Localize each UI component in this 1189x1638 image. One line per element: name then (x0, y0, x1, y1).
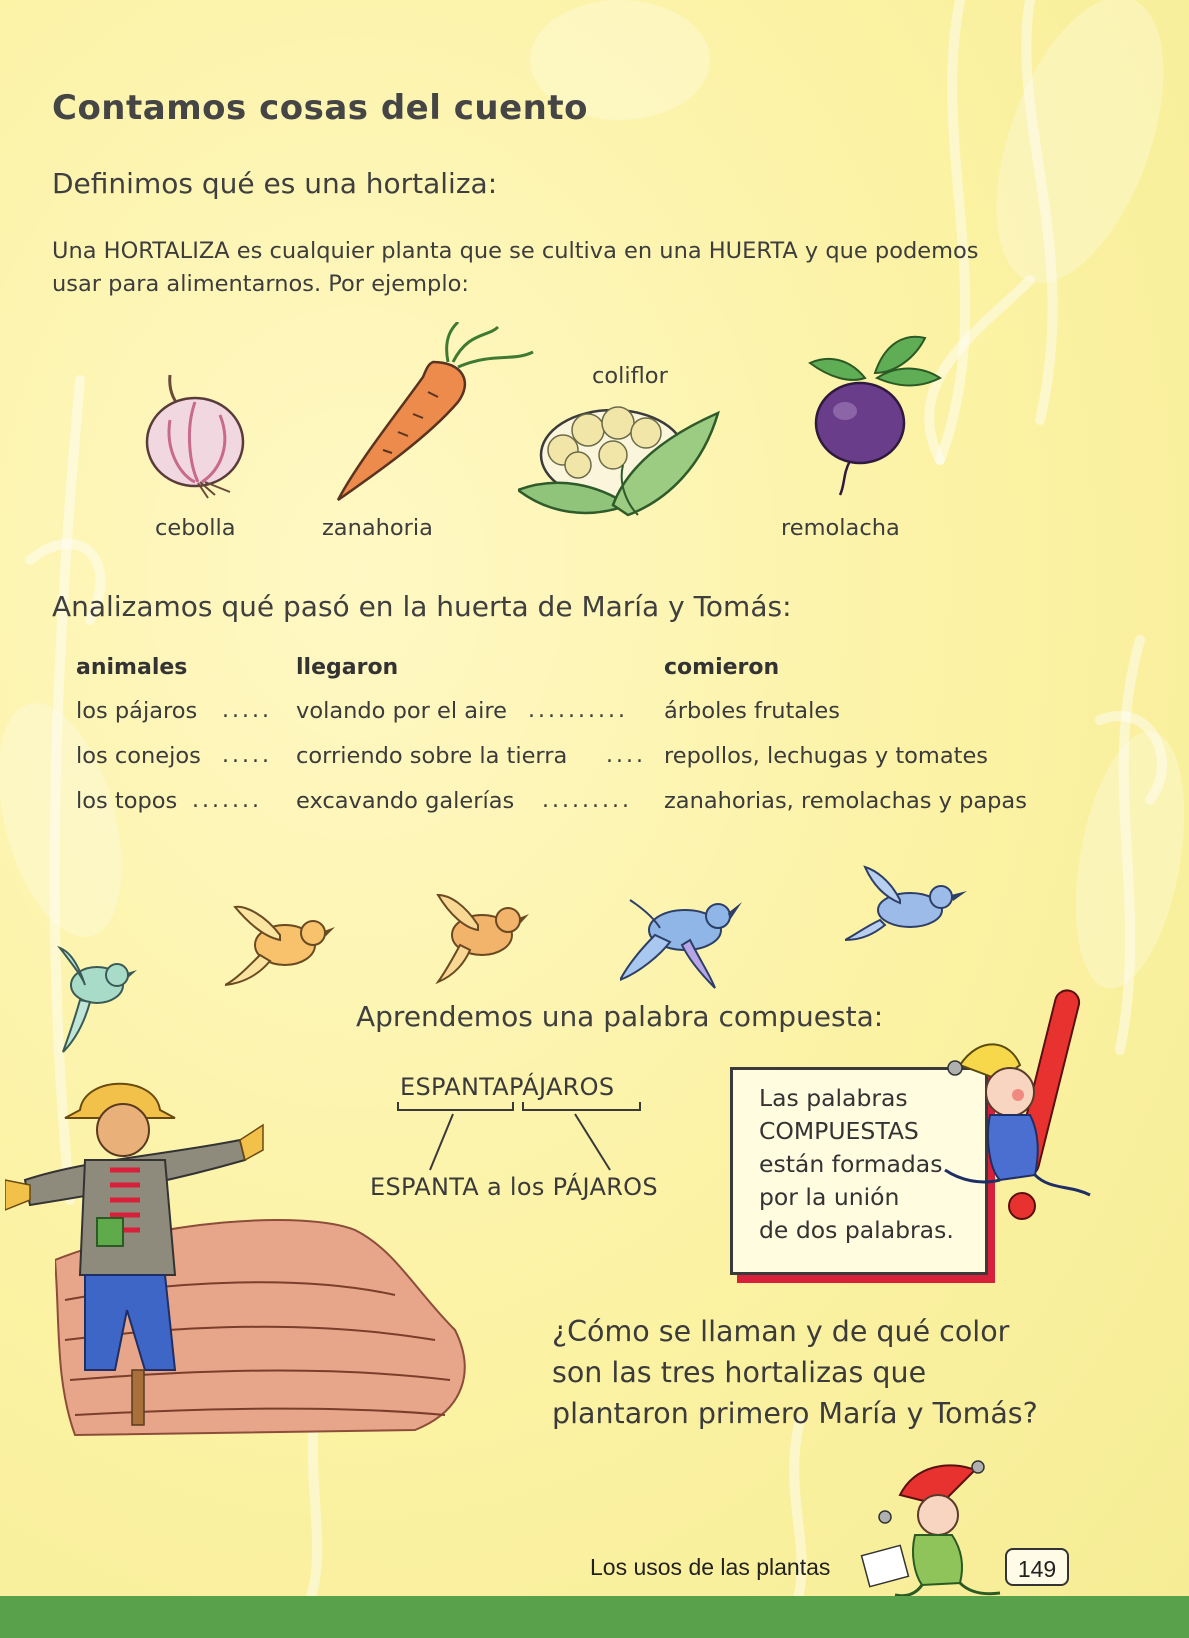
carrot-icon (328, 322, 538, 502)
cauliflower-icon (518, 405, 728, 530)
row-ate: zanahorias, remolachas y papas (664, 788, 1027, 814)
row-arrived: corriendo sobre la tierra (296, 743, 568, 769)
note-line: están formadas (759, 1150, 943, 1178)
vegetable-label-cauliflower: coliflor (592, 363, 668, 389)
definition-line-2: usar para alimentarnos. Por ejemplo: (52, 271, 469, 297)
gnome-with-paper-icon (860, 1455, 1005, 1605)
compound-bracket-lines (395, 1102, 655, 1182)
vegetable-label-beet: remolacha (781, 515, 900, 541)
onion-icon (140, 370, 250, 500)
question-line: son las tres hortalizas que (552, 1356, 927, 1389)
row-animal: los pájaros (76, 698, 198, 724)
bird-icon (225, 895, 340, 990)
column-header-animals: animales (76, 655, 188, 680)
definition-heading: Definimos qué es una hortaliza: (52, 167, 498, 200)
row-animal: los topos (76, 788, 178, 814)
beet-icon (805, 333, 945, 498)
row-leader-dots: ......... (542, 788, 632, 813)
row-animal: los conejos (76, 743, 201, 769)
section-name: Los usos de las plantas (590, 1554, 831, 1580)
bird-icon (620, 880, 745, 990)
row-ate: repollos, lechugas y tomates (664, 743, 989, 769)
page-number: 149 (1005, 1548, 1069, 1586)
note-line: Las palabras (759, 1084, 908, 1112)
scarecrow-icon (5, 1070, 265, 1430)
row-leader-dots: .... (606, 743, 646, 768)
question-line: plantaron primero María y Tomás? (552, 1397, 1038, 1430)
row-leader-dots: ..... (222, 743, 272, 768)
vegetable-label-onion: cebolla (155, 515, 236, 541)
row-arrived: excavando galerías (296, 788, 515, 814)
page-title: Contamos cosas del cuento (52, 88, 588, 128)
row-arrived: volando por el aire (296, 698, 507, 724)
definition-paragraph (52, 235, 1132, 301)
row-leader-dots: .......... (528, 698, 628, 723)
definition-line-1: Una HORTALIZA es cualquier planta que se cultiva en una HUERTA y que podemos (52, 238, 979, 264)
note-line: de dos palabras. (759, 1216, 954, 1244)
column-header-ate: comieron (664, 655, 780, 680)
question-line: ¿Cómo se llaman y de qué color (552, 1315, 1010, 1348)
bird-icon (430, 880, 530, 985)
compound-part-1: ESPANTA (400, 1073, 510, 1101)
question-block (552, 1311, 1038, 1434)
compound-heading: Aprendemos una palabra compuesta: (356, 1000, 884, 1033)
compound-word (400, 1073, 614, 1101)
vegetable-label-carrot: zanahoria (322, 515, 433, 541)
compound-expanded: ESPANTA a los PÁJAROS (370, 1173, 658, 1201)
analysis-heading: Analizamos qué pasó en la huerta de María y Tomás: (52, 590, 792, 623)
note-line: COMPUESTAS (759, 1117, 919, 1145)
row-leader-dots: ....... (192, 788, 262, 813)
footer-bar (0, 1596, 1189, 1638)
compound-part-2: PÁJAROS (509, 1073, 615, 1101)
row-leader-dots: ..... (222, 698, 272, 723)
row-ate: árboles frutales (664, 698, 840, 724)
gnome-exclamation-icon (940, 980, 1120, 1235)
column-header-arrived: llegaron (296, 655, 399, 680)
bird-icon (55, 940, 140, 1055)
bird-icon (845, 865, 970, 945)
note-line: por la unión (759, 1183, 900, 1211)
